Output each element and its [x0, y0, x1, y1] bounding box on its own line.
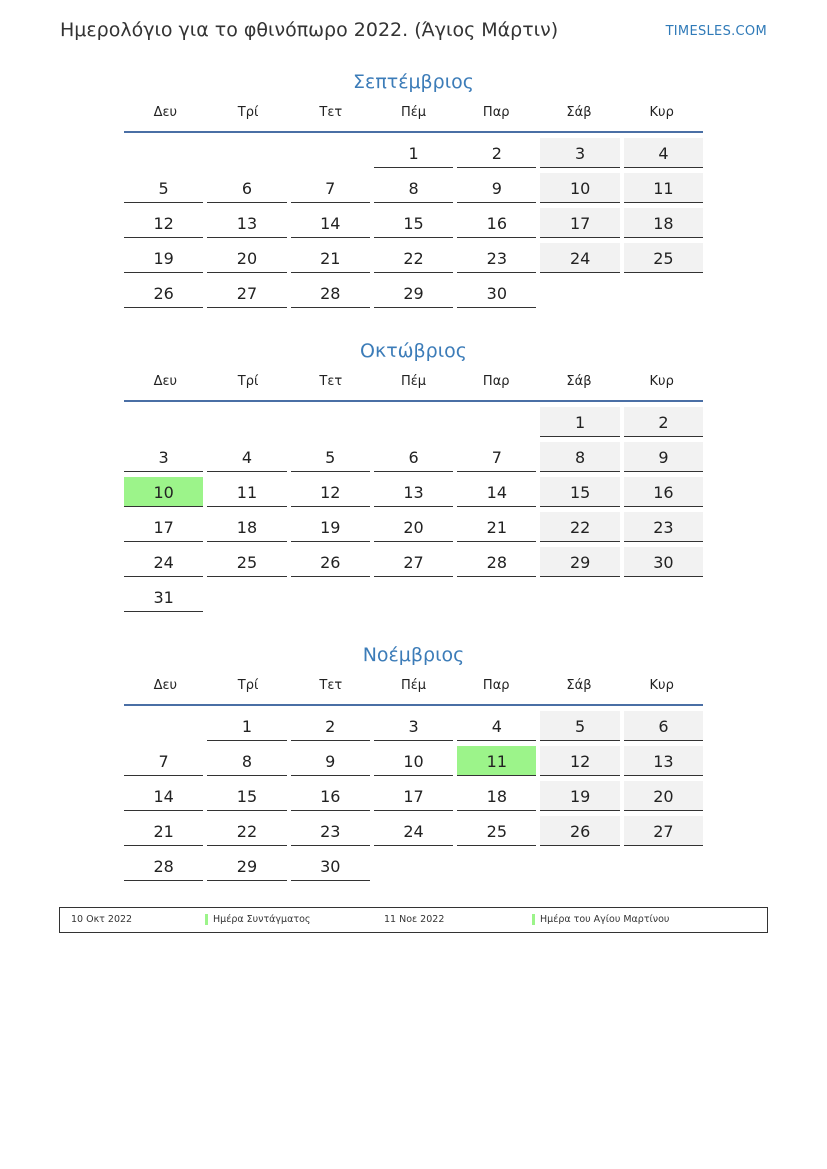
- legend-date: 11 Νοε 2022: [384, 914, 445, 925]
- day-cell: 20: [207, 243, 286, 273]
- day-cell: 26: [291, 547, 370, 577]
- weekday-label: Κυρ: [649, 105, 674, 120]
- day-cell: 12: [540, 746, 619, 776]
- day-cell: 1: [540, 407, 619, 437]
- weekday-label: Παρ: [482, 105, 510, 120]
- day-cell: 22: [540, 512, 619, 542]
- day-cell: 24: [374, 816, 453, 846]
- legend-holiday-name: Ημέρα του Αγίου Μαρτίνου: [540, 914, 670, 925]
- day-cell: 30: [624, 547, 703, 577]
- day-cell: 10: [374, 746, 453, 776]
- brand-link[interactable]: TIMESLES.COM: [665, 24, 767, 39]
- month-title: Οκτώβριος: [360, 340, 467, 362]
- day-cell: 11: [207, 477, 286, 507]
- month-october: [124, 336, 703, 612]
- day-cell: 29: [540, 547, 619, 577]
- day-cell: 5: [291, 442, 370, 472]
- holiday-color-marker: [205, 914, 208, 925]
- holiday-day-cell: 10: [124, 477, 203, 507]
- day-cell: 25: [457, 816, 536, 846]
- day-cell: 18: [624, 208, 703, 238]
- day-cell: 6: [374, 442, 453, 472]
- day-cell: 17: [374, 781, 453, 811]
- day-cell: 16: [291, 781, 370, 811]
- day-cell: 3: [124, 442, 203, 472]
- empty-cell: [291, 138, 370, 168]
- day-cell: 12: [291, 477, 370, 507]
- day-cell: 24: [540, 243, 619, 273]
- day-cell: 22: [374, 243, 453, 273]
- empty-cell: [124, 711, 203, 741]
- day-cell: 8: [374, 173, 453, 203]
- empty-cell: [457, 407, 536, 437]
- day-cell: 27: [374, 547, 453, 577]
- day-cell: 7: [457, 442, 536, 472]
- holiday-day-cell: 11: [457, 746, 536, 776]
- day-cell: 28: [124, 851, 203, 881]
- day-cell: 3: [540, 138, 619, 168]
- weekday-label: Πέμ: [400, 374, 427, 389]
- day-cell: 14: [457, 477, 536, 507]
- day-cell: 30: [291, 851, 370, 881]
- day-cell: 8: [540, 442, 619, 472]
- day-grid: [124, 138, 703, 308]
- day-cell: 23: [457, 243, 536, 273]
- day-cell: 7: [124, 746, 203, 776]
- day-cell: 26: [540, 816, 619, 846]
- weekday-label: Σάβ: [566, 678, 592, 693]
- day-cell: 25: [624, 243, 703, 273]
- day-cell: 19: [124, 243, 203, 273]
- month-november: [124, 640, 703, 881]
- empty-cell: [207, 407, 286, 437]
- day-cell: 2: [624, 407, 703, 437]
- day-cell: 1: [374, 138, 453, 168]
- day-cell: 27: [624, 816, 703, 846]
- empty-cell: [124, 138, 203, 168]
- day-cell: 31: [124, 582, 203, 612]
- weekday-label: Κυρ: [649, 678, 674, 693]
- weekday-label: Τρί: [237, 105, 259, 120]
- weekday-label: Τετ: [319, 374, 343, 389]
- day-cell: 28: [291, 278, 370, 308]
- day-cell: 13: [624, 746, 703, 776]
- page-title: Ημερολόγιο για το φθινόπωρο 2022. (Άγιος Μάρτιν): [60, 19, 559, 41]
- weekday-label: Πέμ: [400, 678, 427, 693]
- day-cell: 4: [207, 442, 286, 472]
- day-cell: 20: [374, 512, 453, 542]
- weekday-header: [124, 101, 703, 133]
- day-cell: 16: [624, 477, 703, 507]
- legend-holiday-name: Ημέρα Συντάγματος: [213, 914, 311, 925]
- weekday-label: Δευ: [153, 678, 178, 693]
- month-title: Νοέμβριος: [362, 644, 465, 666]
- day-cell: 17: [540, 208, 619, 238]
- day-cell: 2: [291, 711, 370, 741]
- empty-cell: [291, 407, 370, 437]
- day-cell: 6: [207, 173, 286, 203]
- weekday-label: Σάβ: [566, 105, 592, 120]
- day-cell: 13: [207, 208, 286, 238]
- weekday-label: Τρί: [237, 374, 259, 389]
- month-title: Σεπτέμβριος: [353, 71, 474, 93]
- weekday-label: Κυρ: [649, 374, 674, 389]
- day-cell: 1: [207, 711, 286, 741]
- day-cell: 18: [457, 781, 536, 811]
- day-cell: 26: [124, 278, 203, 308]
- day-cell: 8: [207, 746, 286, 776]
- day-cell: 15: [207, 781, 286, 811]
- day-grid: [124, 711, 703, 881]
- day-grid: [124, 407, 703, 612]
- day-cell: 10: [540, 173, 619, 203]
- weekday-label: Δευ: [153, 105, 178, 120]
- weekday-label: Δευ: [153, 374, 178, 389]
- empty-cell: [207, 138, 286, 168]
- weekday-label: Πέμ: [400, 105, 427, 120]
- day-cell: 23: [624, 512, 703, 542]
- day-cell: 7: [291, 173, 370, 203]
- day-cell: 2: [457, 138, 536, 168]
- day-cell: 17: [124, 512, 203, 542]
- day-cell: 3: [374, 711, 453, 741]
- weekday-header: [124, 370, 703, 402]
- day-cell: 30: [457, 278, 536, 308]
- weekday-label: Παρ: [482, 678, 510, 693]
- day-cell: 14: [291, 208, 370, 238]
- weekday-label: Τετ: [319, 678, 343, 693]
- day-cell: 29: [207, 851, 286, 881]
- weekday-label: Παρ: [482, 374, 510, 389]
- day-cell: 29: [374, 278, 453, 308]
- day-cell: 18: [207, 512, 286, 542]
- day-cell: 22: [207, 816, 286, 846]
- weekday-label: Τρί: [237, 678, 259, 693]
- holiday-color-marker: [532, 914, 535, 925]
- day-cell: 21: [457, 512, 536, 542]
- day-cell: 6: [624, 711, 703, 741]
- day-cell: 16: [457, 208, 536, 238]
- day-cell: 21: [124, 816, 203, 846]
- day-cell: 14: [124, 781, 203, 811]
- day-cell: 24: [124, 547, 203, 577]
- month-september: [124, 67, 703, 308]
- weekday-label: Τετ: [319, 105, 343, 120]
- day-cell: 27: [207, 278, 286, 308]
- empty-cell: [374, 407, 453, 437]
- day-cell: 20: [624, 781, 703, 811]
- day-cell: 25: [207, 547, 286, 577]
- day-cell: 15: [374, 208, 453, 238]
- day-cell: 19: [291, 512, 370, 542]
- day-cell: 5: [540, 711, 619, 741]
- legend-date: 10 Οκτ 2022: [71, 914, 133, 925]
- day-cell: 21: [291, 243, 370, 273]
- day-cell: 11: [624, 173, 703, 203]
- day-cell: 12: [124, 208, 203, 238]
- day-cell: 5: [124, 173, 203, 203]
- day-cell: 9: [457, 173, 536, 203]
- day-cell: 4: [624, 138, 703, 168]
- day-cell: 23: [291, 816, 370, 846]
- day-cell: 9: [291, 746, 370, 776]
- weekday-label: Σάβ: [566, 374, 592, 389]
- weekday-header: [124, 674, 703, 706]
- day-cell: 15: [540, 477, 619, 507]
- empty-cell: [124, 407, 203, 437]
- day-cell: 28: [457, 547, 536, 577]
- day-cell: 19: [540, 781, 619, 811]
- holiday-legend: [59, 907, 768, 933]
- day-cell: 13: [374, 477, 453, 507]
- day-cell: 4: [457, 711, 536, 741]
- day-cell: 9: [624, 442, 703, 472]
